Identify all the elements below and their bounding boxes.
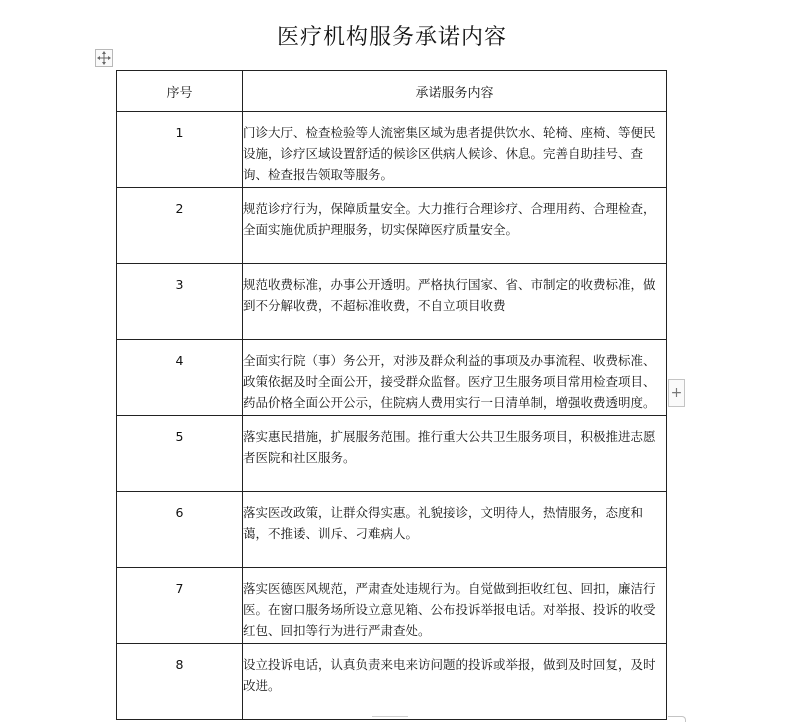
row-content[interactable]: 落实医德医风规范，严肃查处违规行为。自觉做到拒收红包、回扣，廉洁行医。在窗口服务场所设立意见箱、公布投诉举报电话。对举报、投诉的收受红包、回扣等行为进行严肃查处。 [243,568,667,644]
table-row [117,416,667,492]
row-number[interactable]: 8 [117,644,243,720]
table-move-handle[interactable] [95,49,113,67]
table-row [117,568,667,644]
table-bottom-edge-marker [372,716,408,722]
table-row [117,340,667,416]
add-column-button[interactable]: + [668,379,685,407]
row-content[interactable]: 落实医改政策，让群众得实惠。礼貌接诊，文明待人，热情服务，态度和蔼，不推诿、训斥、刁难病人。 [243,492,667,568]
row-content[interactable]: 落实惠民措施，扩展服务范围。推行重大公共卫生服务项目，积极推进志愿者医院和社区服务。 [243,416,667,492]
move-arrows-icon [96,50,112,66]
table-row [117,112,667,188]
table-row [117,188,667,264]
row-content[interactable]: 全面实行院（事）务公开，对涉及群众利益的事项及办事流程、收费标准、政策依据及时全面公开，接受群众监督。医疗卫生服务项目常用检查项目、药品价格全面公开公示，住院病人费用实行一日清单制，增强收费透明度。 [243,340,667,416]
row-number[interactable]: 3 [117,264,243,340]
row-content[interactable]: 门诊大厅、检查检验等人流密集区域为患者提供饮水、轮椅、座椅、等便民设施，诊疗区域设置舒适的候诊区供病人候诊、休息。完善自助挂号、查询、检查报告领取等服务。 [243,112,667,188]
row-number[interactable]: 1 [117,112,243,188]
row-content[interactable]: 规范收费标准，办事公开透明。严格执行国家、省、市制定的收费标准，做到不分解收费，不超标准收费，不自立项目收费 [243,264,667,340]
table-row [117,492,667,568]
table-row [117,644,667,720]
row-number[interactable]: 4 [117,340,243,416]
row-content[interactable]: 规范诊疗行为，保障质量安全。大力推行合理诊疗、合理用药、合理检查，全面实施优质护理服务，切实保障医疗质量安全。 [243,188,667,264]
table-resize-handle[interactable] [668,716,686,722]
row-number[interactable]: 2 [117,188,243,264]
row-content[interactable]: 设立投诉电话，认真负责来电来访问题的投诉或举报，做到及时回复，及时改进。 [243,644,667,720]
row-number[interactable]: 5 [117,416,243,492]
document-title: 医疗机构服务承诺内容 [276,25,507,50]
commitment-table [116,70,667,720]
row-number[interactable]: 7 [117,568,243,644]
table-row [117,264,667,340]
header-content: 承诺服务内容 [243,71,667,112]
table-header-row [117,71,667,112]
header-number: 序号 [117,71,243,112]
row-number[interactable]: 6 [117,492,243,568]
